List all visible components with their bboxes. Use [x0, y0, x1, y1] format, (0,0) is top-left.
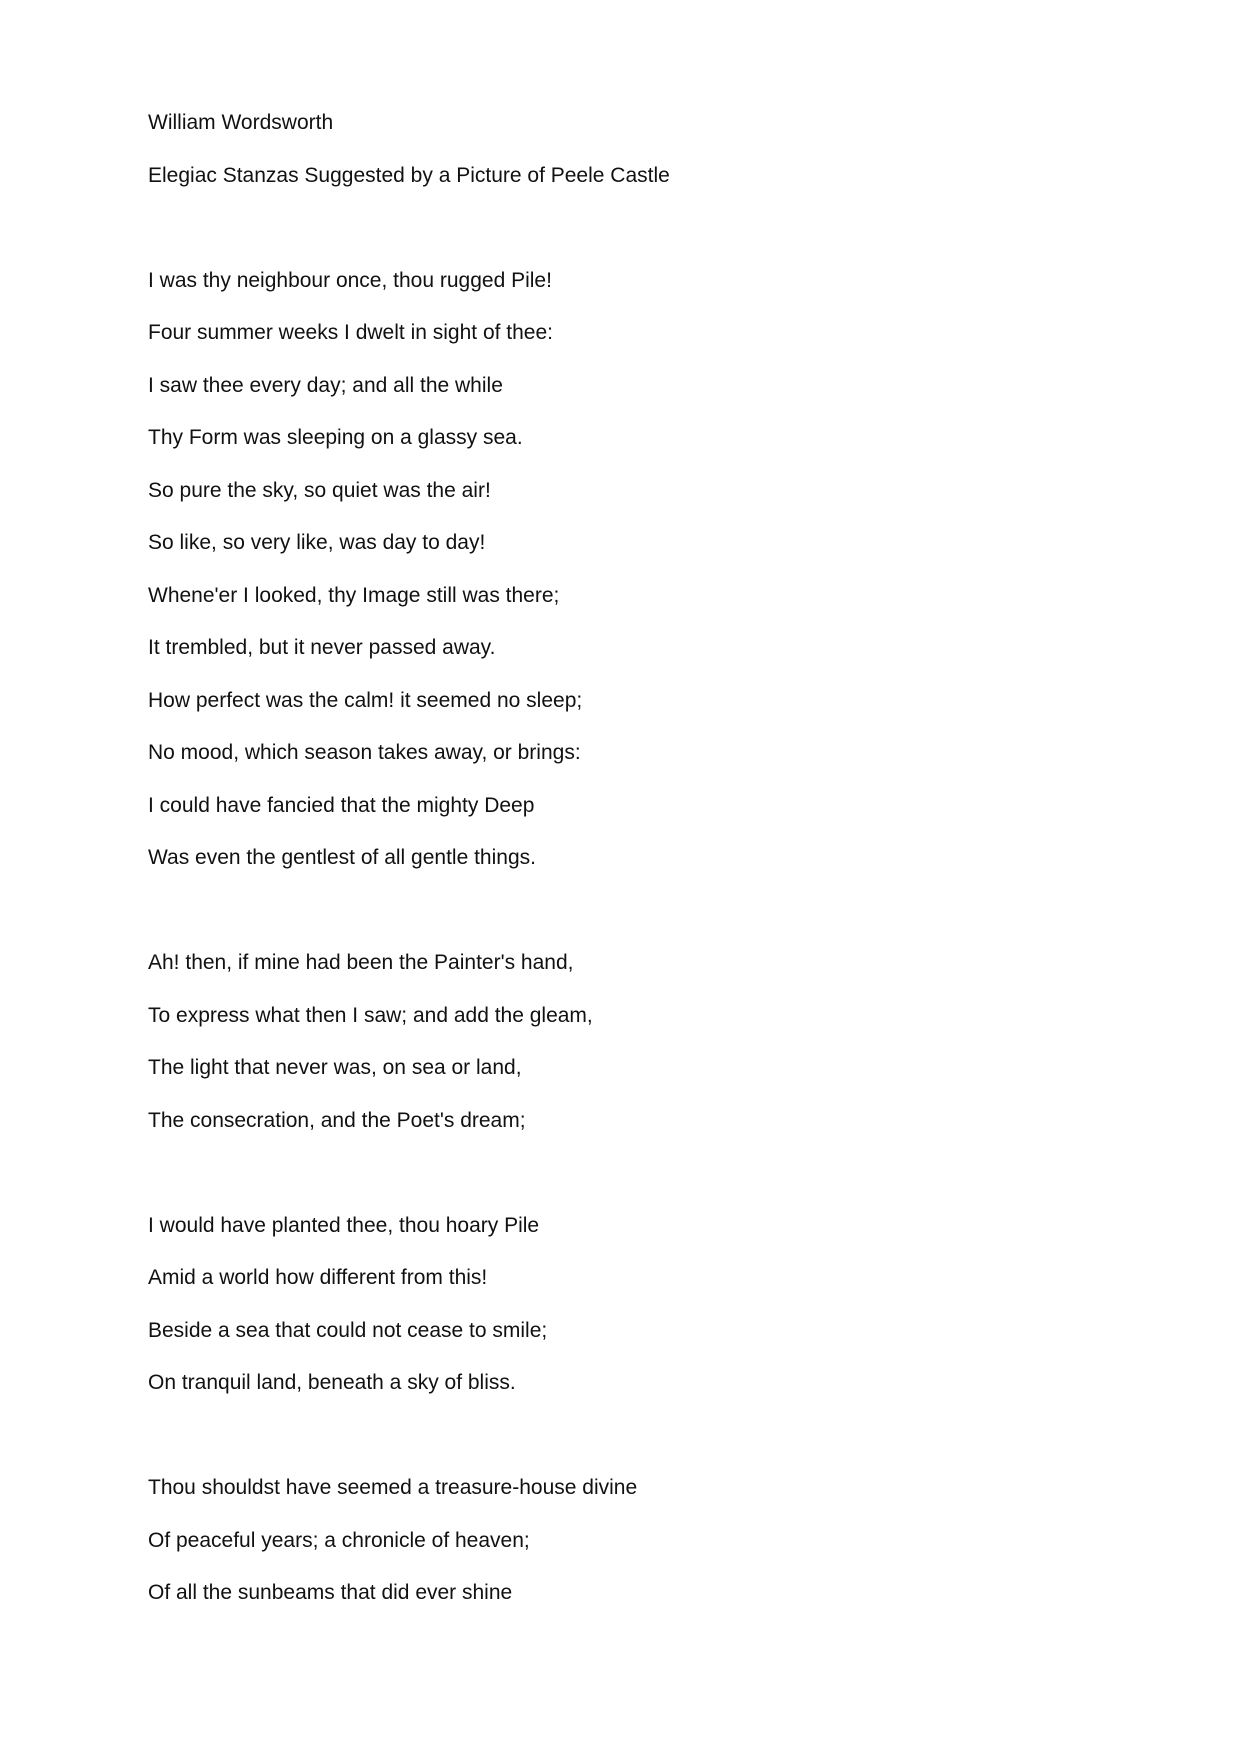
- poem-line: No mood, which season takes away, or brings:: [148, 741, 581, 764]
- stanza-1: [148, 268, 1148, 872]
- poem-line: How perfect was the calm! it seemed no sleep;: [148, 688, 583, 712]
- poem-line: Of peaceful years; a chronicle of heaven;: [148, 1528, 530, 1552]
- poem-title: Elegiac Stanzas Suggested by a Picture of Peele Castle: [148, 163, 670, 187]
- poem-line: Of all the sunbeams that did ever shine: [148, 1581, 513, 1604]
- poem-line: The consecration, and the Poet's dream;: [148, 1108, 526, 1132]
- poem-line: Was even the gentlest of all gentle things.: [148, 846, 536, 869]
- poem-line: So like, so very like, was day to day!: [148, 531, 486, 554]
- stanza-gap: [148, 215, 1148, 268]
- stanza-gap: [148, 1423, 1148, 1476]
- stanza-2: [148, 950, 1148, 1134]
- poem-line: Whene'er I looked, thy Image still was there;: [148, 583, 560, 607]
- author-name: William Wordsworth: [148, 111, 334, 134]
- stanza-4: [148, 1475, 1148, 1606]
- poem-line: So pure the sky, so quiet was the air!: [148, 478, 491, 502]
- poem-line: Thy Form was sleeping on a glassy sea.: [148, 426, 523, 449]
- poem-line: I was thy neighbour once, thou rugged Pile!: [148, 268, 552, 292]
- poem-line: I saw thee every day; and all the while: [148, 373, 503, 397]
- poem-line: Four summer weeks I dwelt in sight of thee:: [148, 321, 553, 344]
- poem-body: [148, 110, 1148, 1633]
- poem-line: The light that never was, on sea or land,: [148, 1056, 522, 1079]
- stanza-gap: [148, 898, 1148, 951]
- poem-line: It trembled, but it never passed away.: [148, 636, 496, 659]
- stanza-gap: [148, 1160, 1148, 1213]
- poem-line: Beside a sea that could not cease to smile;: [148, 1318, 548, 1342]
- poem-line: On tranquil land, beneath a sky of bliss.: [148, 1371, 516, 1394]
- poem-line: Thou shouldst have seemed a treasure-house divine: [148, 1476, 638, 1499]
- poem-line: Ah! then, if mine had been the Painter's hand,: [148, 951, 574, 974]
- poem-line: To express what then I saw; and add the gleam,: [148, 1003, 593, 1027]
- stanza-3: [148, 1213, 1148, 1397]
- poem-line: Amid a world how different from this!: [148, 1266, 488, 1289]
- poem-line: I would have planted thee, thou hoary Pile: [148, 1213, 540, 1237]
- poem-line: I could have fancied that the mighty Deep: [148, 793, 535, 817]
